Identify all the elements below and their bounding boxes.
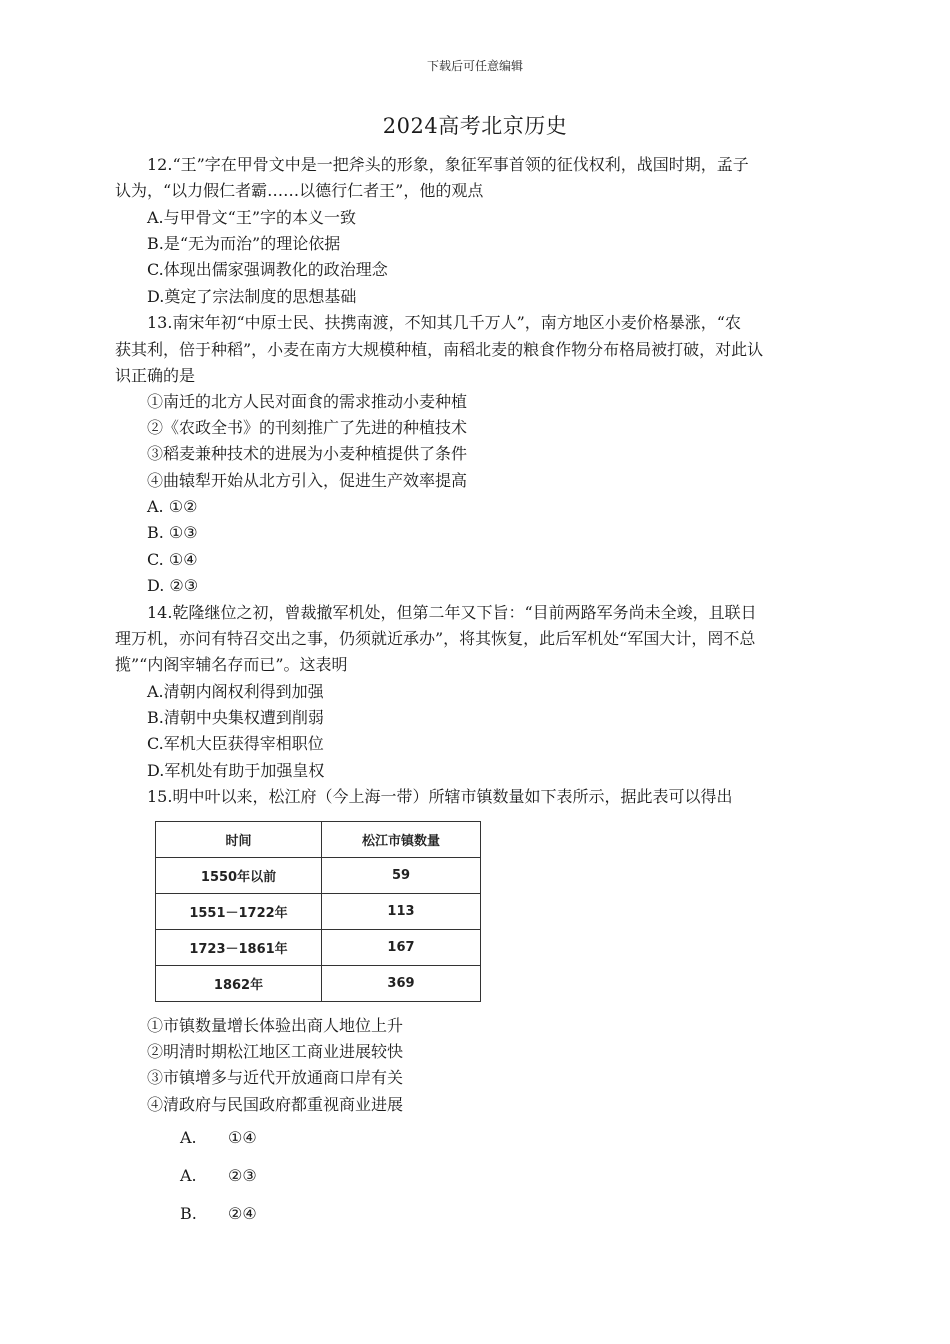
table-cell-count: 369 [322, 966, 481, 1002]
q12-option-c: C.体现出儒家强调教化的政治理念 [147, 260, 388, 279]
q13-stem-line-1: 13.南宋年初“中原士民、扶携南渡，不知其几千万人”，南方地区小麦价格暴涨，“农 [147, 313, 741, 332]
option-label: A. [180, 1128, 197, 1147]
table-row [156, 930, 481, 966]
document-title: 2024高考北京历史 [382, 114, 568, 138]
q15-statement-1: ①市镇数量增长体验出商人地位上升 [147, 1016, 404, 1035]
q13-statement-4: ④曲辕犁开始从北方引入，促进生产效率提高 [147, 471, 468, 490]
option-value: ②④ [228, 1204, 257, 1223]
q15-statement-2: ②明清时期松江地区工商业进展较快 [147, 1042, 404, 1061]
q15-option-3 [180, 1201, 257, 1227]
table-cell-period: 1551－1722年 [156, 894, 322, 930]
q15-stem: 15.明中叶以来，松江府（今上海一带）所辖市镇数量如下表所示，据此表可以得出 [147, 787, 733, 806]
q15-statement-4: ④清政府与民国政府都重视商业进展 [147, 1095, 404, 1114]
table-row [156, 858, 481, 894]
table-header-time: 时间 [156, 822, 322, 858]
q12-stem-line-1: 12.“王”字在甲骨文中是一把斧头的形象，象征军事首领的征伐权利，战国时期，孟子 [147, 155, 749, 174]
q13-statement-2: ②《农政全书》的刊刻推广了先进的种植技术 [147, 418, 468, 437]
q13-option-b: B. ①③ [147, 523, 198, 542]
q15-option-2 [180, 1163, 257, 1189]
header-note: 下载后可任意编辑 [426, 59, 523, 73]
q12-option-b: B.是“无为而治”的理论依据 [147, 234, 341, 253]
table-cell-count: 59 [322, 858, 481, 894]
q15-option-1 [180, 1125, 257, 1151]
table-header-count: 松江市镇数量 [322, 822, 481, 858]
q12-option-d: D.奠定了宗法制度的思想基础 [147, 287, 357, 306]
q13-option-c: C. ①④ [147, 550, 198, 569]
q14-option-a: A.清朝内阁权利得到加强 [147, 682, 324, 701]
table-cell-count: 167 [322, 930, 481, 966]
table-header-row [156, 822, 481, 858]
table-cell-period: 1723－1861年 [156, 930, 322, 966]
q13-option-a: A. ①② [147, 497, 198, 516]
q13-statement-3: ③稻麦兼种技术的进展为小麦种植提供了条件 [147, 444, 468, 463]
q14-option-c: C.军机大臣获得宰相职位 [147, 734, 324, 753]
q14-stem-line-2: 理万机，亦问有特召交出之事，仍须就近承办”，将其恢复，此后军机处“军国大计，罔不总 [115, 629, 756, 648]
table-row [156, 894, 481, 930]
market-town-table [155, 821, 481, 1002]
q13-option-d: D. ②③ [147, 576, 199, 595]
table-row [156, 966, 481, 1002]
table-cell-count: 113 [322, 894, 481, 930]
q15-statement-3: ③市镇增多与近代开放通商口岸有关 [147, 1068, 404, 1087]
q12-option-a: A.与甲骨文“王”字的本义一致 [147, 208, 357, 227]
table-cell-period: 1550年以前 [156, 858, 322, 894]
option-label: A. [180, 1166, 197, 1185]
q13-statement-1: ①南迁的北方人民对面食的需求推动小麦种植 [147, 392, 468, 411]
q14-option-d: D.军机处有助于加强皇权 [147, 761, 325, 780]
q14-stem-line-1: 14.乾隆继位之初，曾裁撤军机处，但第二年又下旨：“目前两路军务尚未全竣，且联日 [147, 603, 757, 622]
option-value: ②③ [228, 1166, 257, 1185]
option-label: B. [180, 1204, 197, 1223]
q14-stem-line-3: 揽”“内阁宰辅名存而已”。这表明 [115, 655, 348, 674]
q12-stem-line-2: 认为，“以力假仁者霸……以德行仁者王”，他的观点 [115, 181, 484, 200]
table-cell-period: 1862年 [156, 966, 322, 1002]
option-value: ①④ [228, 1128, 257, 1147]
q13-stem-line-2: 获其利，倍于种稻”，小麦在南方大规模种植，南稻北麦的粮食作物分布格局被打破，对此认 [115, 340, 764, 359]
q14-option-b: B.清朝中央集权遭到削弱 [147, 708, 324, 727]
q13-stem-line-3: 识正确的是 [115, 366, 196, 385]
